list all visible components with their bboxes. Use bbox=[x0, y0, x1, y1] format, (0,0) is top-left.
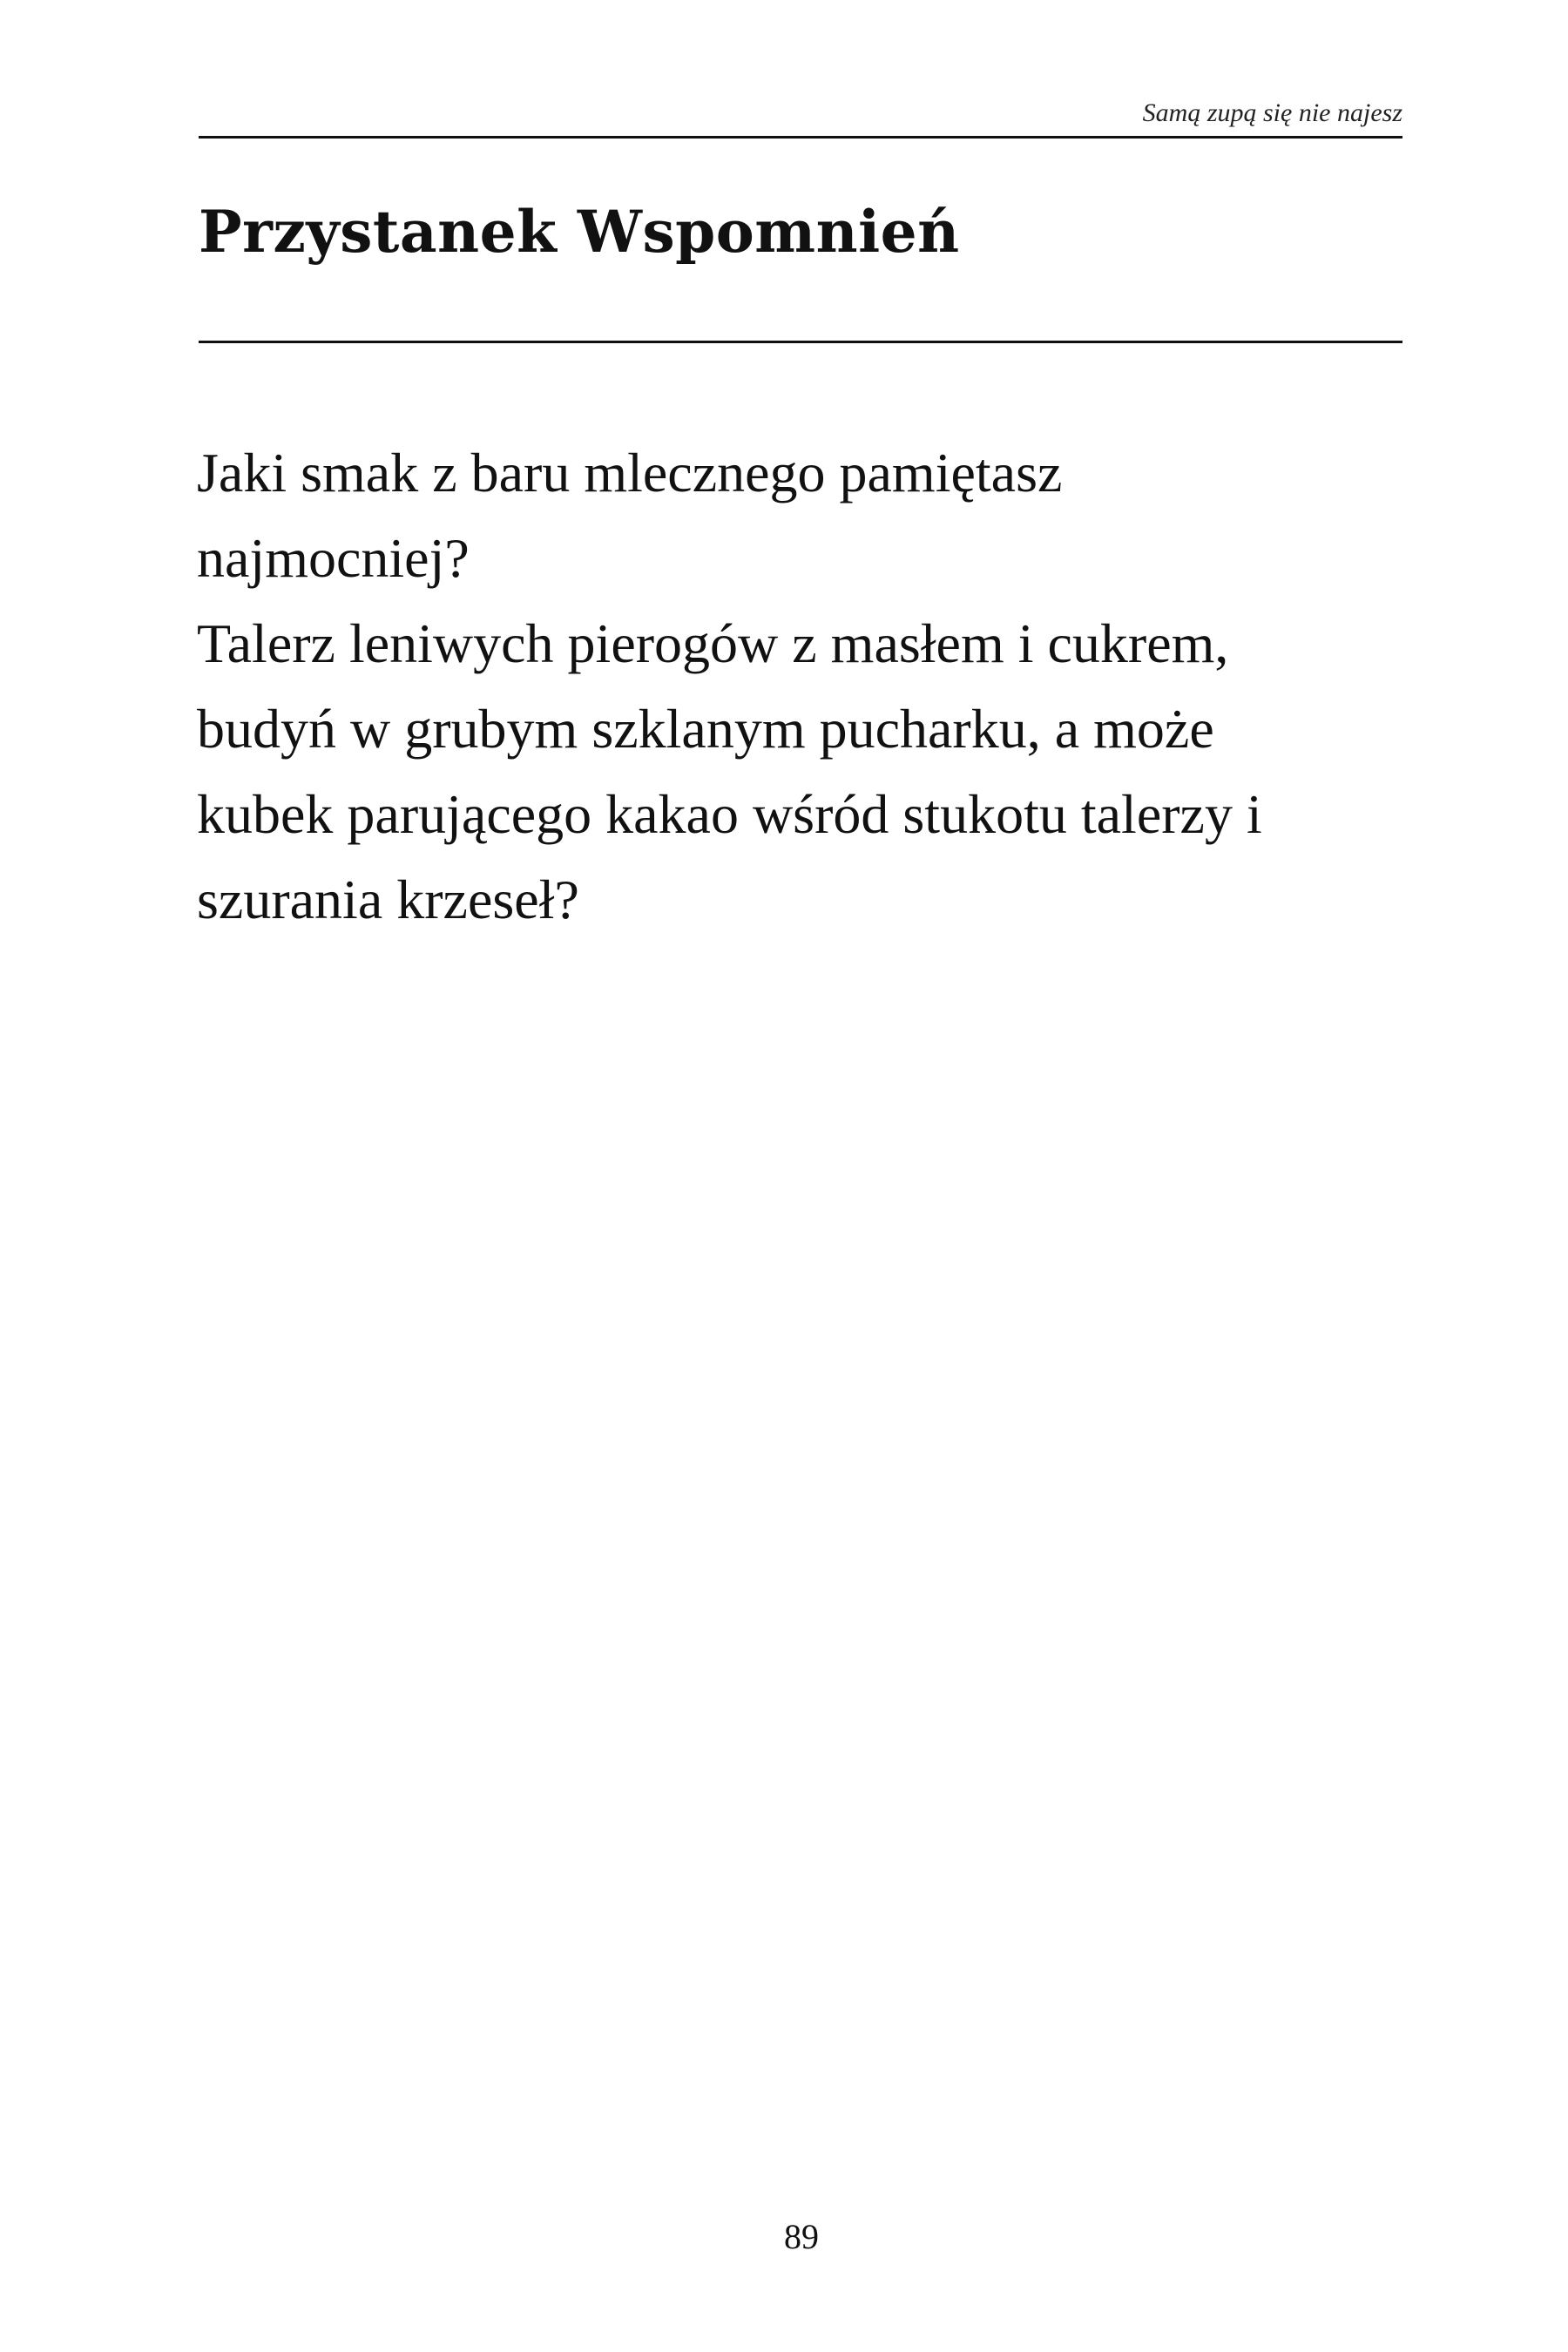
body-line: kubek parującego kakao wśród stukotu talerzy i bbox=[197, 783, 1262, 845]
chapter-title: Przystanek Wspomnień bbox=[199, 198, 960, 266]
running-header: Samą zupą się nie najesz bbox=[1142, 98, 1402, 127]
body-line: szurania krzeseł? bbox=[197, 868, 579, 930]
page-number: 89 bbox=[784, 2217, 819, 2256]
body-line: Jaki smak z baru mlecznego pamiętasz bbox=[197, 442, 1063, 504]
body-line: najmocniej? bbox=[197, 527, 470, 589]
body-line: Talerz leniwych pierogów z masłem i cukrem, bbox=[197, 612, 1229, 674]
body-paragraph bbox=[197, 430, 1416, 943]
title-rule bbox=[199, 341, 1402, 343]
body-line: budyń w grubym szklanym pucharku, a może bbox=[197, 698, 1214, 760]
header-rule bbox=[199, 136, 1402, 139]
